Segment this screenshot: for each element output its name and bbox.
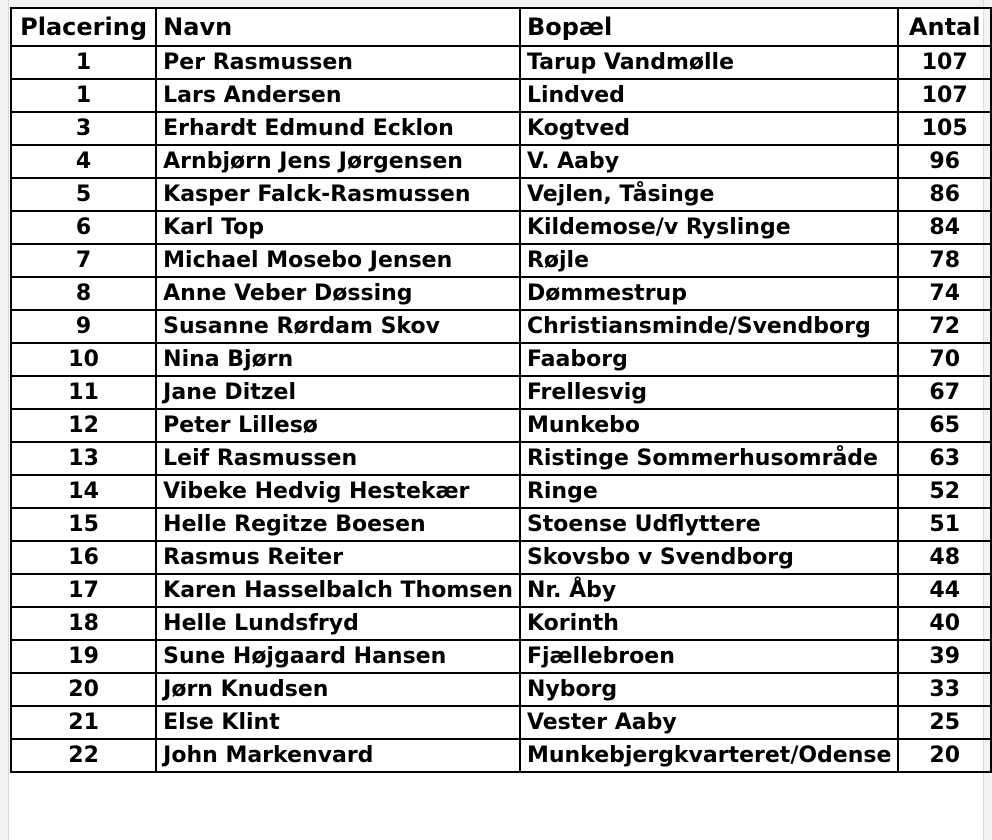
cell-navn[interactable]: Sune Højgaard Hansen bbox=[156, 640, 520, 673]
cell-bopael[interactable]: Skovsbo v Svendborg bbox=[520, 541, 898, 574]
cell-antal[interactable]: 20 bbox=[898, 739, 991, 772]
table-row bbox=[11, 145, 991, 178]
table-row bbox=[11, 739, 991, 772]
cell-placering[interactable]: 4 bbox=[11, 145, 156, 178]
table-row bbox=[11, 640, 991, 673]
cell-placering[interactable]: 18 bbox=[11, 607, 156, 640]
cell-navn[interactable]: Peter Lillesø bbox=[156, 409, 520, 442]
table-row bbox=[11, 442, 991, 475]
cell-antal[interactable]: 86 bbox=[898, 178, 991, 211]
cell-placering[interactable]: 22 bbox=[11, 739, 156, 772]
cell-antal[interactable]: 44 bbox=[898, 574, 991, 607]
cell-placering[interactable]: 1 bbox=[11, 79, 156, 112]
cell-antal[interactable]: 25 bbox=[898, 706, 991, 739]
cell-navn[interactable]: Else Klint bbox=[156, 706, 520, 739]
cell-navn[interactable]: Nina Bjørn bbox=[156, 343, 520, 376]
table-row bbox=[11, 277, 991, 310]
table-row bbox=[11, 211, 991, 244]
cell-antal[interactable]: 107 bbox=[898, 79, 991, 112]
cell-placering[interactable]: 7 bbox=[11, 244, 156, 277]
cell-navn[interactable]: Karl Top bbox=[156, 211, 520, 244]
cell-bopael[interactable]: Nr. Åby bbox=[520, 574, 898, 607]
cell-antal[interactable]: 96 bbox=[898, 145, 991, 178]
cell-antal[interactable]: 74 bbox=[898, 277, 991, 310]
cell-bopael[interactable]: Ringe bbox=[520, 475, 898, 508]
cell-placering[interactable]: 14 bbox=[11, 475, 156, 508]
cell-navn[interactable]: Helle Lundsfryd bbox=[156, 607, 520, 640]
table-row bbox=[11, 376, 991, 409]
cell-bopael[interactable]: V. Aaby bbox=[520, 145, 898, 178]
cell-antal[interactable]: 48 bbox=[898, 541, 991, 574]
cell-navn[interactable]: Kasper Falck-Rasmussen bbox=[156, 178, 520, 211]
cell-placering[interactable]: 21 bbox=[11, 706, 156, 739]
cell-placering[interactable]: 10 bbox=[11, 343, 156, 376]
cell-bopael[interactable]: Røjle bbox=[520, 244, 898, 277]
table-row bbox=[11, 343, 991, 376]
table-row bbox=[11, 673, 991, 706]
cell-placering[interactable]: 11 bbox=[11, 376, 156, 409]
cell-bopael[interactable]: Faaborg bbox=[520, 343, 898, 376]
cell-navn[interactable]: Jørn Knudsen bbox=[156, 673, 520, 706]
cell-bopael[interactable]: Nyborg bbox=[520, 673, 898, 706]
table-row bbox=[11, 475, 991, 508]
cell-placering[interactable]: 12 bbox=[11, 409, 156, 442]
grid-edge-left bbox=[0, 0, 9, 840]
cell-antal[interactable]: 72 bbox=[898, 310, 991, 343]
cell-placering[interactable]: 19 bbox=[11, 640, 156, 673]
header-row bbox=[11, 8, 991, 46]
cell-bopael[interactable]: Stoense Udflyttere bbox=[520, 508, 898, 541]
cell-navn[interactable]: Susanne Rørdam Skov bbox=[156, 310, 520, 343]
cell-bopael[interactable]: Munkebo bbox=[520, 409, 898, 442]
cell-placering[interactable]: 17 bbox=[11, 574, 156, 607]
table-row bbox=[11, 706, 991, 739]
header-placering[interactable]: Placering bbox=[11, 8, 156, 46]
cell-bopael[interactable]: Fjællebroen bbox=[520, 640, 898, 673]
table-row bbox=[11, 508, 991, 541]
cell-antal[interactable]: 51 bbox=[898, 508, 991, 541]
cell-bopael[interactable]: Korinth bbox=[520, 607, 898, 640]
cell-placering[interactable]: 13 bbox=[11, 442, 156, 475]
cell-navn[interactable]: Helle Regitze Boesen bbox=[156, 508, 520, 541]
cell-placering[interactable]: 1 bbox=[11, 46, 156, 79]
cell-navn[interactable]: Leif Rasmussen bbox=[156, 442, 520, 475]
cell-navn[interactable]: Michael Mosebo Jensen bbox=[156, 244, 520, 277]
table-row bbox=[11, 409, 991, 442]
table-row bbox=[11, 79, 991, 112]
cell-antal[interactable]: 63 bbox=[898, 442, 991, 475]
cell-navn[interactable]: Rasmus Reiter bbox=[156, 541, 520, 574]
cell-bopael[interactable]: Vester Aaby bbox=[520, 706, 898, 739]
header-antal[interactable]: Antal bbox=[898, 8, 991, 46]
cell-navn[interactable]: Anne Veber Døssing bbox=[156, 277, 520, 310]
table-row bbox=[11, 541, 991, 574]
results-table bbox=[10, 7, 992, 773]
cell-navn[interactable]: Arnbjørn Jens Jørgensen bbox=[156, 145, 520, 178]
cell-bopael[interactable]: Dømmestrup bbox=[520, 277, 898, 310]
table-row bbox=[11, 310, 991, 343]
cell-placering[interactable]: 16 bbox=[11, 541, 156, 574]
table-row bbox=[11, 46, 991, 79]
cell-bopael[interactable]: Christiansminde/Svendborg bbox=[520, 310, 898, 343]
cell-navn[interactable]: Karen Hasselbalch Thomsen bbox=[156, 574, 520, 607]
cell-bopael[interactable]: Tarup Vandmølle bbox=[520, 46, 898, 79]
cell-antal[interactable]: 78 bbox=[898, 244, 991, 277]
cell-placering[interactable]: 9 bbox=[11, 310, 156, 343]
cell-antal[interactable]: 70 bbox=[898, 343, 991, 376]
cell-bopael[interactable]: Kogtved bbox=[520, 112, 898, 145]
cell-bopael[interactable]: Ristinge Sommerhusområde bbox=[520, 442, 898, 475]
cell-navn[interactable]: Per Rasmussen bbox=[156, 46, 520, 79]
cell-bopael[interactable]: Frellesvig bbox=[520, 376, 898, 409]
cell-antal[interactable]: 67 bbox=[898, 376, 991, 409]
cell-navn[interactable]: Jane Ditzel bbox=[156, 376, 520, 409]
cell-bopael[interactable]: Vejlen, Tåsinge bbox=[520, 178, 898, 211]
table-row bbox=[11, 112, 991, 145]
cell-placering[interactable]: 20 bbox=[11, 673, 156, 706]
cell-antal[interactable]: 105 bbox=[898, 112, 991, 145]
cell-antal[interactable]: 52 bbox=[898, 475, 991, 508]
cell-navn[interactable]: Vibeke Hedvig Hestekær bbox=[156, 475, 520, 508]
cell-antal[interactable]: 84 bbox=[898, 211, 991, 244]
cell-placering[interactable]: 15 bbox=[11, 508, 156, 541]
header-navn[interactable]: Navn bbox=[156, 8, 520, 46]
cell-navn[interactable]: Lars Andersen bbox=[156, 79, 520, 112]
cell-antal[interactable]: 65 bbox=[898, 409, 991, 442]
cell-bopael[interactable]: Kildemose/v Ryslinge bbox=[520, 211, 898, 244]
cell-navn[interactable]: John Markenvard bbox=[156, 739, 520, 772]
cell-placering[interactable]: 6 bbox=[11, 211, 156, 244]
cell-navn[interactable]: Erhardt Edmund Ecklon bbox=[156, 112, 520, 145]
table-row bbox=[11, 244, 991, 277]
cell-placering[interactable]: 8 bbox=[11, 277, 156, 310]
header-bopael[interactable]: Bopæl bbox=[520, 8, 898, 46]
cell-antal[interactable]: 33 bbox=[898, 673, 991, 706]
cell-bopael[interactable]: Lindved bbox=[520, 79, 898, 112]
cell-antal[interactable]: 107 bbox=[898, 46, 991, 79]
cell-placering[interactable]: 3 bbox=[11, 112, 156, 145]
cell-antal[interactable]: 39 bbox=[898, 640, 991, 673]
table-row bbox=[11, 178, 991, 211]
cell-placering[interactable]: 5 bbox=[11, 178, 156, 211]
cell-bopael[interactable]: Munkebjergkvarteret/Odense bbox=[520, 739, 898, 772]
cell-antal[interactable]: 40 bbox=[898, 607, 991, 640]
table-row bbox=[11, 574, 991, 607]
table-row bbox=[11, 607, 991, 640]
